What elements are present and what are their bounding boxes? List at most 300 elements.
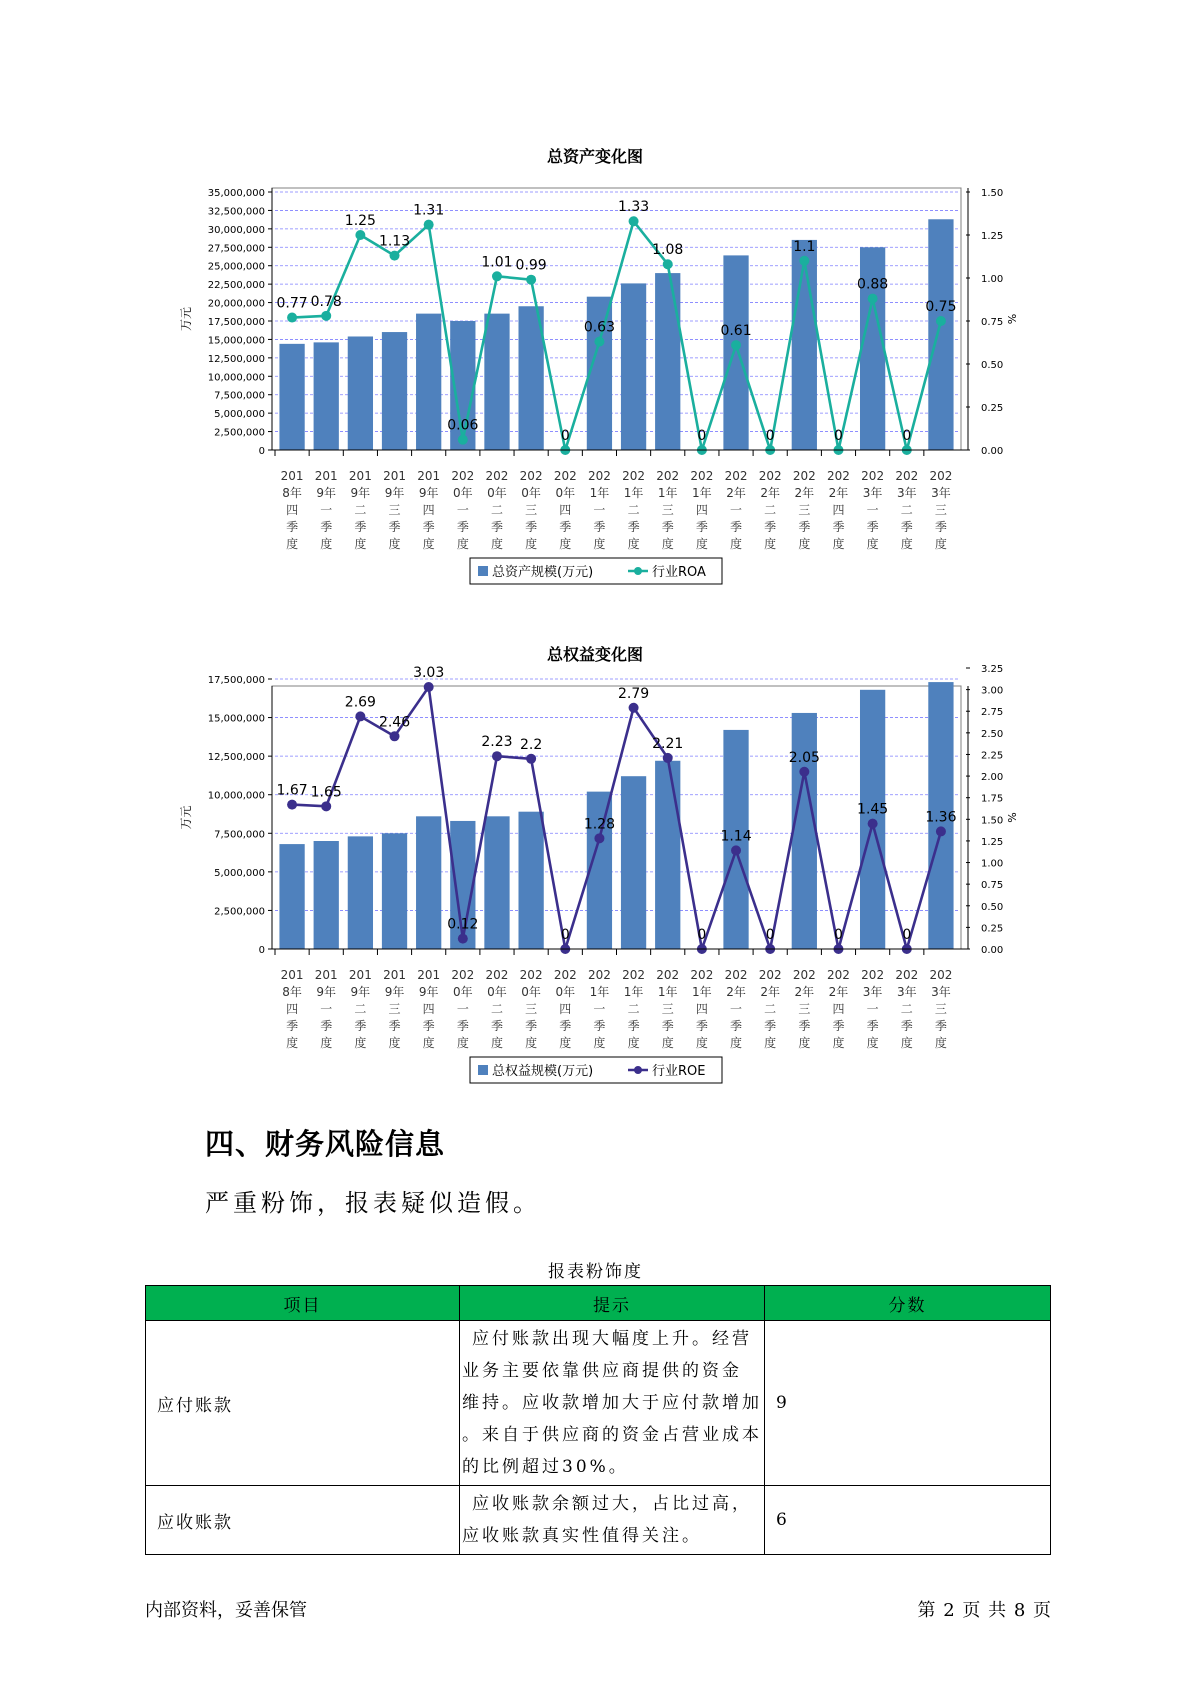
bar: [621, 776, 646, 949]
header-hint: 提示: [460, 1286, 765, 1321]
legend-bar-swatch: [478, 566, 488, 576]
y-tick-label: 12,500,000: [207, 752, 265, 764]
x-tick-char: 三: [388, 503, 401, 517]
x-tick-label: [554, 469, 577, 551]
row-hint: [460, 1321, 765, 1486]
footer-note: 内部资料，妥善保管: [145, 1600, 307, 1621]
x-tick-char: 季: [593, 520, 606, 534]
legend-line-label: 行业ROA: [652, 565, 706, 580]
x-tick-label: [520, 968, 543, 1050]
x-tick-char: 度: [695, 1036, 708, 1050]
x-tick-char: 3年: [931, 985, 951, 999]
data-label: 0: [834, 428, 843, 444]
x-tick-label: [656, 968, 679, 1050]
x-tick-label: [315, 968, 338, 1050]
x-tick-char: 二: [627, 1002, 640, 1016]
row-hint: [460, 1486, 765, 1555]
x-tick-char: 2年: [760, 486, 780, 500]
x-tick-label: [417, 968, 440, 1050]
x-tick-char: 四: [559, 503, 572, 517]
y2-tick-label: 2.50: [981, 728, 1004, 740]
legend-bar-label: 总资产规模(万元): [492, 565, 594, 580]
x-tick-char: 度: [900, 537, 913, 551]
x-tick-char: 3年: [896, 985, 917, 999]
series-point: [526, 754, 536, 764]
total-assets-chart-svg: [0, 138, 1191, 588]
y-tick-label: 17,500,000: [207, 317, 265, 328]
x-tick-char: 202: [656, 469, 680, 483]
y-tick-label: 5,000,000: [214, 409, 265, 421]
series-point: [390, 731, 400, 741]
x-tick-char: 季: [866, 520, 879, 534]
x-tick-char: 度: [422, 537, 435, 551]
series-point: [321, 311, 331, 321]
x-tick-char: 季: [764, 1019, 777, 1033]
bar: [621, 283, 646, 450]
series-point: [663, 259, 673, 269]
x-tick-char: 季: [934, 1019, 947, 1033]
x-tick-char: 季: [456, 1019, 469, 1033]
y-axis-label: 万元: [179, 306, 193, 332]
data-label: 0.12: [447, 916, 479, 933]
x-tick-char: 201: [314, 469, 338, 483]
x-tick-char: 一: [320, 1002, 333, 1016]
page-number: 第 2 页 共 8 页: [917, 1600, 1052, 1621]
series-point: [799, 767, 809, 777]
x-tick-char: 202: [587, 968, 611, 982]
x-tick-char: 度: [593, 1036, 606, 1050]
x-tick-char: 202: [622, 968, 646, 982]
x-tick-char: 2年: [794, 985, 815, 999]
x-tick-char: 202: [895, 968, 919, 982]
y2-tick-label: 1.50: [981, 188, 1004, 199]
data-label: 0.63: [583, 319, 616, 336]
data-label: 2.05: [788, 749, 820, 766]
x-tick-char: 季: [900, 1019, 913, 1033]
y2-tick-label: 0.25: [981, 923, 1004, 935]
x-tick-label: [281, 968, 304, 1050]
x-tick-char: 202: [485, 968, 509, 982]
table-row: [146, 1321, 1051, 1486]
x-tick-char: 度: [866, 1036, 879, 1050]
data-label: 1.31: [413, 202, 445, 219]
x-tick-char: 季: [525, 520, 538, 534]
data-label: 1.13: [378, 233, 411, 250]
x-tick-char: 四: [695, 503, 708, 517]
x-tick-label: [793, 968, 816, 1050]
series-point: [424, 220, 434, 230]
data-label: 1.01: [481, 254, 513, 271]
x-tick-char: 201: [280, 469, 304, 483]
chart-legend: [470, 558, 722, 584]
series-point: [731, 845, 741, 855]
x-tick-char: 度: [286, 537, 299, 551]
chart-title: 总权益变化图: [546, 645, 644, 664]
x-tick-char: 季: [320, 520, 333, 534]
x-tick-char: 202: [519, 469, 543, 483]
data-label: 2.21: [652, 735, 684, 752]
header-item: 项目: [146, 1286, 460, 1321]
bar: [655, 761, 680, 949]
series-point: [868, 819, 878, 829]
x-tick-char: 季: [866, 1019, 879, 1033]
data-label: 0: [834, 927, 843, 943]
data-label: 0: [902, 428, 912, 444]
x-tick-label: [759, 469, 782, 551]
x-tick-char: 二: [764, 503, 777, 517]
x-tick-label: [451, 968, 474, 1050]
y-tick-label: 15,000,000: [207, 713, 265, 725]
x-tick-label: [861, 469, 884, 551]
x-tick-char: 度: [525, 537, 538, 551]
section-body: 严重粉饰，报表疑似造假。: [205, 1189, 541, 1217]
series-point: [526, 275, 536, 285]
series-point: [594, 833, 604, 843]
y2-axis-label: %: [1005, 313, 1018, 325]
x-tick-char: 度: [730, 537, 743, 551]
x-tick-char: 季: [422, 1019, 435, 1033]
x-tick-label: [486, 968, 509, 1050]
x-tick-label: [929, 469, 952, 551]
x-tick-char: 0年: [521, 486, 541, 500]
hint-line: 业务主要依靠供应商提供的资金: [462, 1361, 742, 1381]
data-label: 2.69: [344, 694, 376, 711]
y-tick-label: 7,500,000: [214, 390, 265, 402]
x-tick-char: 季: [627, 1019, 640, 1033]
x-tick-char: 度: [627, 1036, 640, 1050]
x-tick-char: 度: [525, 1036, 538, 1050]
table-header-row: [146, 1286, 1051, 1321]
x-tick-char: 度: [593, 537, 606, 551]
series-point: [355, 711, 365, 721]
x-tick-label: [861, 968, 884, 1050]
x-tick-label: [554, 968, 577, 1050]
x-tick-char: 201: [383, 469, 406, 483]
data-label: 1.65: [310, 784, 342, 801]
x-tick-char: 一: [456, 1002, 469, 1016]
x-tick-char: 一: [593, 503, 606, 517]
y-tick-label: 15,000,000: [207, 335, 265, 347]
x-tick-char: 二: [627, 503, 640, 517]
x-tick-char: 1年: [692, 486, 712, 500]
x-tick-char: 2年: [726, 985, 746, 999]
y2-tick-label: 3.25: [981, 664, 1004, 675]
x-tick-char: 9年: [418, 985, 439, 999]
x-tick-label: [690, 968, 713, 1050]
x-tick-char: 202: [451, 968, 475, 982]
x-tick-char: 季: [661, 520, 674, 534]
x-tick-char: 季: [730, 1019, 743, 1033]
x-tick-char: 二: [490, 503, 503, 517]
bar: [723, 255, 748, 450]
x-tick-char: 202: [622, 469, 646, 483]
x-tick-char: 9年: [418, 486, 439, 500]
x-tick-char: 季: [388, 1019, 401, 1033]
data-label: 0: [697, 428, 707, 444]
x-tick-char: 度: [286, 1036, 299, 1050]
x-tick-char: 3年: [896, 486, 917, 500]
x-tick-char: 季: [354, 520, 367, 534]
y-tick-label: 20,000,000: [207, 298, 265, 310]
x-tick-char: 二: [354, 1002, 367, 1016]
x-tick-char: 9年: [384, 985, 405, 999]
hint-line: 应收账款真实性值得关注。: [462, 1526, 702, 1546]
legend-bar-label: 总权益规模(万元): [492, 1064, 594, 1079]
x-tick-char: 202: [861, 968, 885, 982]
y-tick-label: 32,500,000: [207, 206, 265, 218]
x-tick-char: 202: [792, 469, 816, 483]
y2-tick-label: 1.25: [981, 836, 1004, 848]
x-tick-char: 1年: [623, 486, 644, 500]
y-tick-label: 5,000,000: [214, 867, 265, 879]
x-tick-char: 1年: [692, 985, 712, 999]
x-tick-char: 一: [593, 1002, 606, 1016]
data-label: 0.61: [720, 323, 752, 340]
x-tick-char: 度: [456, 1036, 469, 1050]
x-tick-char: 202: [792, 968, 816, 982]
x-tick-char: 201: [280, 968, 304, 982]
y2-tick-label: 1.00: [981, 858, 1004, 870]
y2-axis-label: %: [1005, 812, 1018, 823]
series-point: [458, 435, 468, 445]
y2-tick-label: 1.75: [981, 793, 1004, 805]
data-label: 0: [560, 927, 570, 943]
data-label: 3.03: [413, 665, 445, 682]
row-score: 6: [765, 1486, 1051, 1555]
total-assets-chart: [0, 138, 1191, 592]
x-tick-label: [656, 469, 679, 551]
x-tick-char: 202: [724, 968, 748, 982]
x-tick-char: 度: [934, 537, 947, 551]
x-tick-char: 3年: [931, 486, 951, 500]
x-tick-char: 度: [354, 537, 367, 551]
x-tick-char: 三: [661, 1002, 674, 1016]
x-tick-char: 201: [348, 968, 372, 982]
series-point: [424, 682, 434, 692]
y2-tick-label: 2.75: [981, 707, 1004, 719]
data-label: 2.2: [519, 736, 543, 753]
x-tick-char: 季: [798, 520, 811, 534]
series-point: [629, 216, 639, 226]
row-item: 应付账款: [146, 1321, 460, 1486]
series-point: [799, 256, 809, 266]
legend-line-marker: [634, 1066, 642, 1074]
x-tick-label: [315, 469, 338, 551]
x-tick-char: 度: [422, 1036, 435, 1050]
hint-line: 。来自于供应商的资金占营业成本: [462, 1425, 762, 1445]
bar: [314, 841, 339, 949]
x-tick-label: [588, 469, 611, 551]
y2-tick-label: 0.00: [981, 945, 1004, 956]
series-point: [936, 826, 946, 836]
x-tick-char: 三: [525, 1002, 538, 1016]
series-point: [287, 800, 297, 810]
data-label: 0.77: [276, 295, 308, 312]
bar: [348, 336, 373, 450]
y2-tick-label: 0.75: [981, 317, 1004, 328]
data-label: 1.08: [652, 242, 684, 259]
x-tick-char: 三: [388, 1002, 401, 1016]
y-tick-label: 2,500,000: [214, 427, 265, 439]
x-tick-char: 0年: [555, 985, 576, 999]
x-tick-char: 度: [934, 1036, 947, 1050]
x-tick-char: 202: [929, 968, 953, 982]
data-label: 0.06: [447, 417, 479, 434]
x-tick-label: [895, 469, 918, 551]
hint-text: 应付账款出现大幅度上升。经营: [472, 1329, 752, 1349]
x-tick-char: 202: [724, 469, 748, 483]
x-tick-label: [417, 469, 440, 551]
x-tick-char: 度: [695, 537, 708, 551]
data-label: 2.79: [617, 685, 650, 702]
x-tick-char: 季: [559, 520, 572, 534]
x-tick-char: 0年: [453, 486, 473, 500]
x-tick-label: [827, 968, 850, 1050]
x-tick-char: 度: [764, 537, 777, 551]
x-tick-char: 度: [320, 537, 333, 551]
x-tick-label: [349, 469, 372, 551]
x-tick-char: 季: [695, 520, 708, 534]
x-tick-char: 二: [490, 1002, 503, 1016]
x-tick-char: 202: [656, 968, 680, 982]
x-tick-char: 四: [559, 1002, 572, 1016]
y-tick-label: 10,000,000: [207, 372, 265, 384]
x-tick-char: 201: [417, 469, 441, 483]
bar: [348, 836, 373, 949]
x-tick-char: 9年: [316, 486, 337, 500]
x-tick-char: 季: [354, 1019, 367, 1033]
y-tick-label: 0: [258, 945, 265, 956]
x-tick-char: 9年: [384, 486, 405, 500]
y-tick-label: 30,000,000: [207, 224, 265, 236]
x-tick-char: 季: [730, 520, 743, 534]
legend-bar-swatch: [478, 1065, 488, 1075]
x-tick-char: 202: [758, 968, 782, 982]
x-tick-char: 8年: [282, 486, 302, 500]
series-point: [492, 751, 502, 761]
x-tick-char: 季: [593, 1019, 606, 1033]
x-tick-label: [520, 469, 543, 551]
x-tick-label: [929, 968, 952, 1050]
x-tick-char: 201: [348, 469, 372, 483]
series-point: [390, 251, 400, 261]
x-tick-char: 一: [866, 503, 879, 517]
x-tick-label: [622, 968, 645, 1050]
x-tick-char: 202: [690, 968, 714, 982]
x-tick-char: 0年: [487, 985, 507, 999]
x-tick-char: 四: [832, 503, 845, 517]
x-tick-char: 1年: [589, 486, 610, 500]
hint-line: [462, 1323, 764, 1355]
x-tick-char: 二: [900, 1002, 913, 1016]
x-tick-char: 四: [422, 1002, 435, 1016]
x-tick-char: 三: [798, 503, 811, 517]
hint-line: 的比例超过30%。: [462, 1457, 629, 1477]
x-tick-char: 度: [490, 537, 503, 551]
x-tick-char: 四: [286, 503, 299, 517]
x-tick-label: [622, 469, 645, 551]
x-tick-label: [759, 968, 782, 1050]
x-tick-char: 三: [934, 1002, 947, 1016]
x-tick-char: 一: [320, 503, 333, 517]
x-tick-char: 202: [758, 469, 782, 483]
x-tick-label: [793, 469, 816, 551]
x-tick-char: 度: [559, 537, 572, 551]
x-tick-char: 季: [764, 520, 777, 534]
x-tick-char: 季: [422, 520, 435, 534]
series-point: [936, 316, 946, 326]
section-heading: 四、财务风险信息: [205, 1127, 446, 1161]
y-axis-label: 万元: [179, 805, 193, 830]
x-tick-char: 2年: [726, 486, 746, 500]
x-tick-char: 季: [627, 520, 640, 534]
x-tick-char: 9年: [316, 985, 337, 999]
bar: [314, 342, 339, 450]
table-caption: 报表粉饰度: [548, 1262, 643, 1282]
data-label: 2.46: [378, 714, 411, 731]
x-tick-char: 季: [798, 1019, 811, 1033]
x-tick-label: [588, 968, 611, 1050]
x-tick-char: 2年: [828, 486, 849, 500]
x-tick-char: 2年: [760, 985, 780, 999]
y2-tick-label: 2.00: [981, 772, 1004, 784]
x-tick-char: 度: [866, 537, 879, 551]
x-tick-char: 季: [525, 1019, 538, 1033]
x-tick-char: 0年: [555, 486, 576, 500]
data-label: 2.23: [481, 734, 513, 751]
hint-line: 维持。应收款增加大于应付款增加: [462, 1393, 762, 1413]
x-tick-char: 3年: [862, 985, 883, 999]
x-tick-char: 度: [798, 537, 811, 551]
x-tick-char: 度: [730, 1036, 743, 1050]
bar: [518, 812, 543, 949]
x-tick-char: 四: [832, 1002, 845, 1016]
total-equity-chart-svg: [0, 636, 1191, 1086]
x-tick-char: 1年: [589, 985, 610, 999]
series-point: [731, 340, 741, 350]
x-tick-label: [281, 469, 304, 551]
x-tick-char: 3年: [862, 486, 883, 500]
bar: [928, 219, 953, 450]
x-tick-char: 度: [661, 1036, 674, 1050]
data-label: 1.67: [276, 782, 308, 799]
x-tick-char: 度: [388, 537, 401, 551]
series-point: [287, 313, 297, 323]
y-tick-label: 35,000,000: [207, 188, 265, 199]
x-tick-label: [827, 469, 850, 551]
series-point: [321, 801, 331, 811]
x-tick-char: 2年: [794, 486, 815, 500]
x-tick-char: 度: [832, 537, 845, 551]
x-tick-char: 度: [798, 1036, 811, 1050]
table-row: [146, 1486, 1051, 1555]
x-tick-char: 一: [730, 1002, 743, 1016]
x-tick-char: 度: [764, 1036, 777, 1050]
total-equity-chart: [0, 636, 1191, 1090]
x-tick-char: 季: [695, 1019, 708, 1033]
bar: [279, 844, 304, 949]
x-tick-char: 二: [354, 503, 367, 517]
chart-legend: [470, 1057, 722, 1083]
hint-text: 应收账款余额过大，占比过高，: [472, 1494, 752, 1514]
x-tick-char: 202: [929, 469, 953, 483]
x-tick-char: 三: [661, 503, 674, 517]
bar: [382, 833, 407, 949]
x-tick-label: [383, 968, 406, 1050]
bar: [655, 273, 680, 450]
bar: [792, 240, 817, 450]
x-tick-char: 9年: [350, 985, 371, 999]
